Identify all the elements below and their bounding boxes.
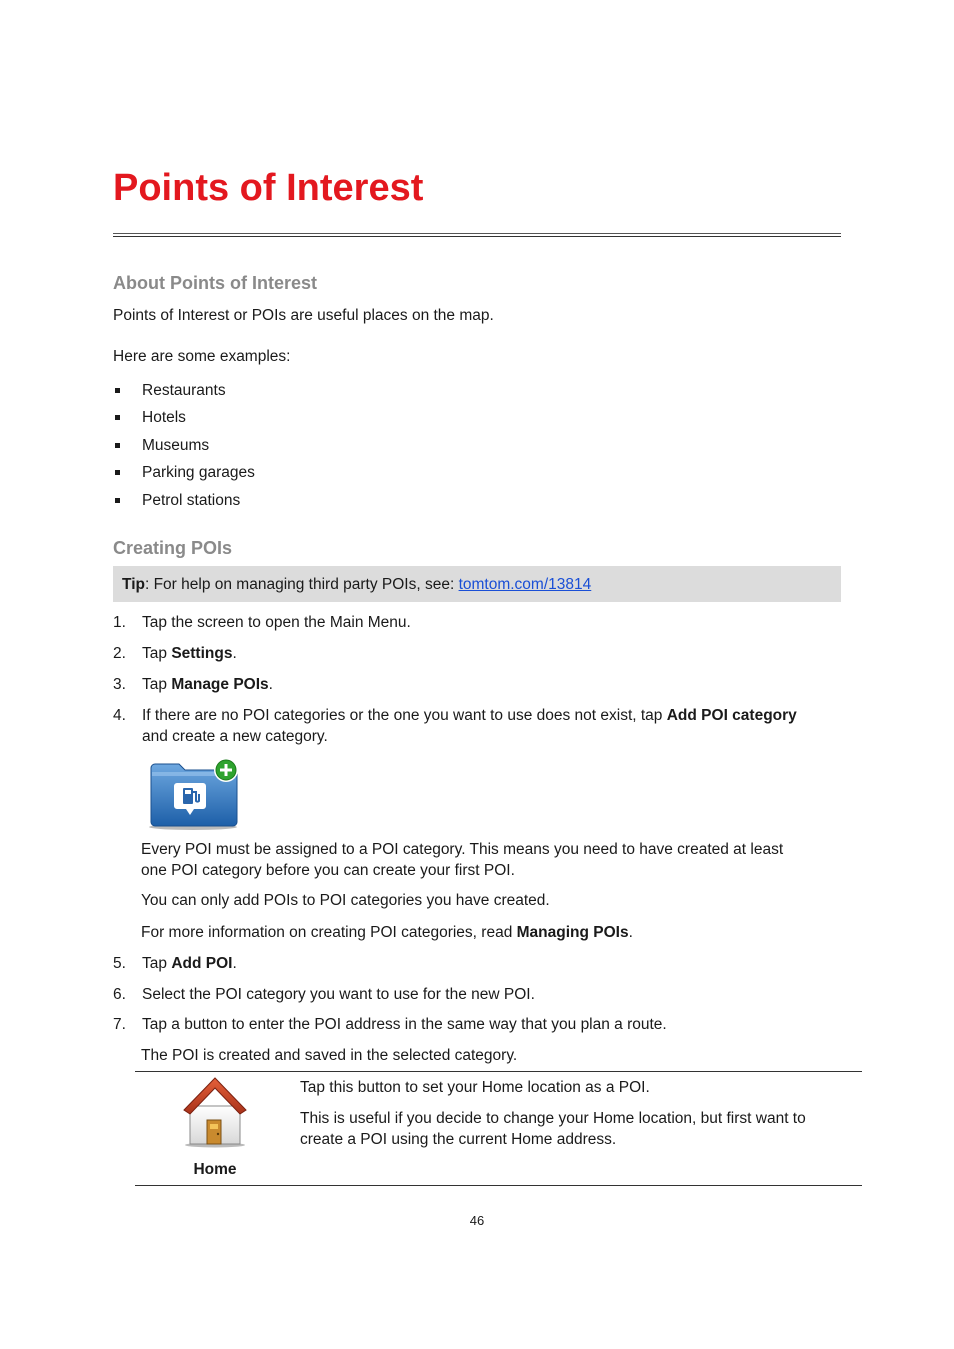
bullet-icon bbox=[115, 470, 120, 475]
home-label: Home bbox=[193, 1161, 237, 1178]
bullet-icon bbox=[115, 498, 120, 503]
step-number: 3. bbox=[113, 676, 126, 693]
step-number: 6. bbox=[113, 986, 126, 1003]
home-desc-2-line1: This is useful if you decide to change your Home location, but first want to bbox=[300, 1110, 806, 1127]
step-text: If there are no POI categories or the one you want to use does not exist, tap Add POI category bbox=[142, 707, 797, 724]
list-item: Museums bbox=[142, 437, 210, 454]
step-text-continued: and create a new category. bbox=[142, 728, 328, 745]
title-divider-thick bbox=[113, 236, 841, 237]
step-text: Tap Add POI. bbox=[142, 955, 237, 972]
step-text: Tap Manage POIs. bbox=[142, 676, 273, 693]
step-text: Tap the screen to open the Main Menu. bbox=[142, 614, 411, 631]
step-number: 2. bbox=[113, 645, 126, 662]
step-text: Select the POI category you want to use for the new POI. bbox=[142, 986, 535, 1003]
tip-link[interactable]: tomtom.com/13814 bbox=[458, 576, 592, 593]
table-bottom-border bbox=[135, 1185, 862, 1186]
page-title: Points of Interest bbox=[113, 167, 424, 209]
section-heading-about: About Points of Interest bbox=[113, 273, 317, 293]
bullet-icon bbox=[115, 415, 120, 420]
step-number: 4. bbox=[113, 707, 126, 724]
step-text: Tap a button to enter the POI address in the same way that you plan a route. bbox=[142, 1016, 667, 1033]
tip-text bbox=[122, 574, 591, 595]
step-number: 1. bbox=[113, 614, 126, 631]
folder-fuel-plus-icon bbox=[147, 756, 243, 832]
tip-label: Tip bbox=[122, 576, 145, 593]
home-desc-1: Tap this button to set your Home location as a POI. bbox=[300, 1079, 650, 1096]
list-item: Hotels bbox=[142, 409, 186, 426]
note-category-required-line2: one POI category before you can create your first POI. bbox=[141, 862, 515, 879]
tip-body: : For help on managing third party POIs, see: bbox=[144, 576, 459, 593]
note-only-created: You can only add POIs to POI categories you have created. bbox=[141, 892, 550, 909]
list-item: Petrol stations bbox=[142, 492, 241, 509]
step-number: 7. bbox=[113, 1016, 126, 1033]
examples-intro: Here are some examples: bbox=[113, 348, 291, 365]
bullet-icon bbox=[115, 388, 120, 393]
list-item: Parking garages bbox=[142, 464, 255, 481]
about-intro: Points of Interest or POIs are useful places on the map. bbox=[113, 307, 494, 324]
note-more-info: For more information on creating POI categories, read Managing POIs. bbox=[141, 924, 633, 941]
section-heading-creating: Creating POIs bbox=[113, 538, 233, 558]
bullet-icon bbox=[115, 443, 120, 448]
note-category-required-line1: Every POI must be assigned to a POI category. This means you need to have created at least bbox=[141, 841, 784, 858]
title-divider-thin bbox=[113, 233, 841, 234]
page-number: 46 bbox=[469, 1213, 485, 1228]
created-note: The POI is created and saved in the selected category. bbox=[141, 1047, 518, 1064]
table-top-border bbox=[135, 1071, 862, 1072]
list-item: Restaurants bbox=[142, 382, 226, 399]
house-icon bbox=[182, 1074, 248, 1148]
home-desc-2-line2: create a POI using the current Home address. bbox=[300, 1131, 617, 1148]
step-number: 5. bbox=[113, 955, 126, 972]
step-text: Tap Settings. bbox=[142, 645, 237, 662]
